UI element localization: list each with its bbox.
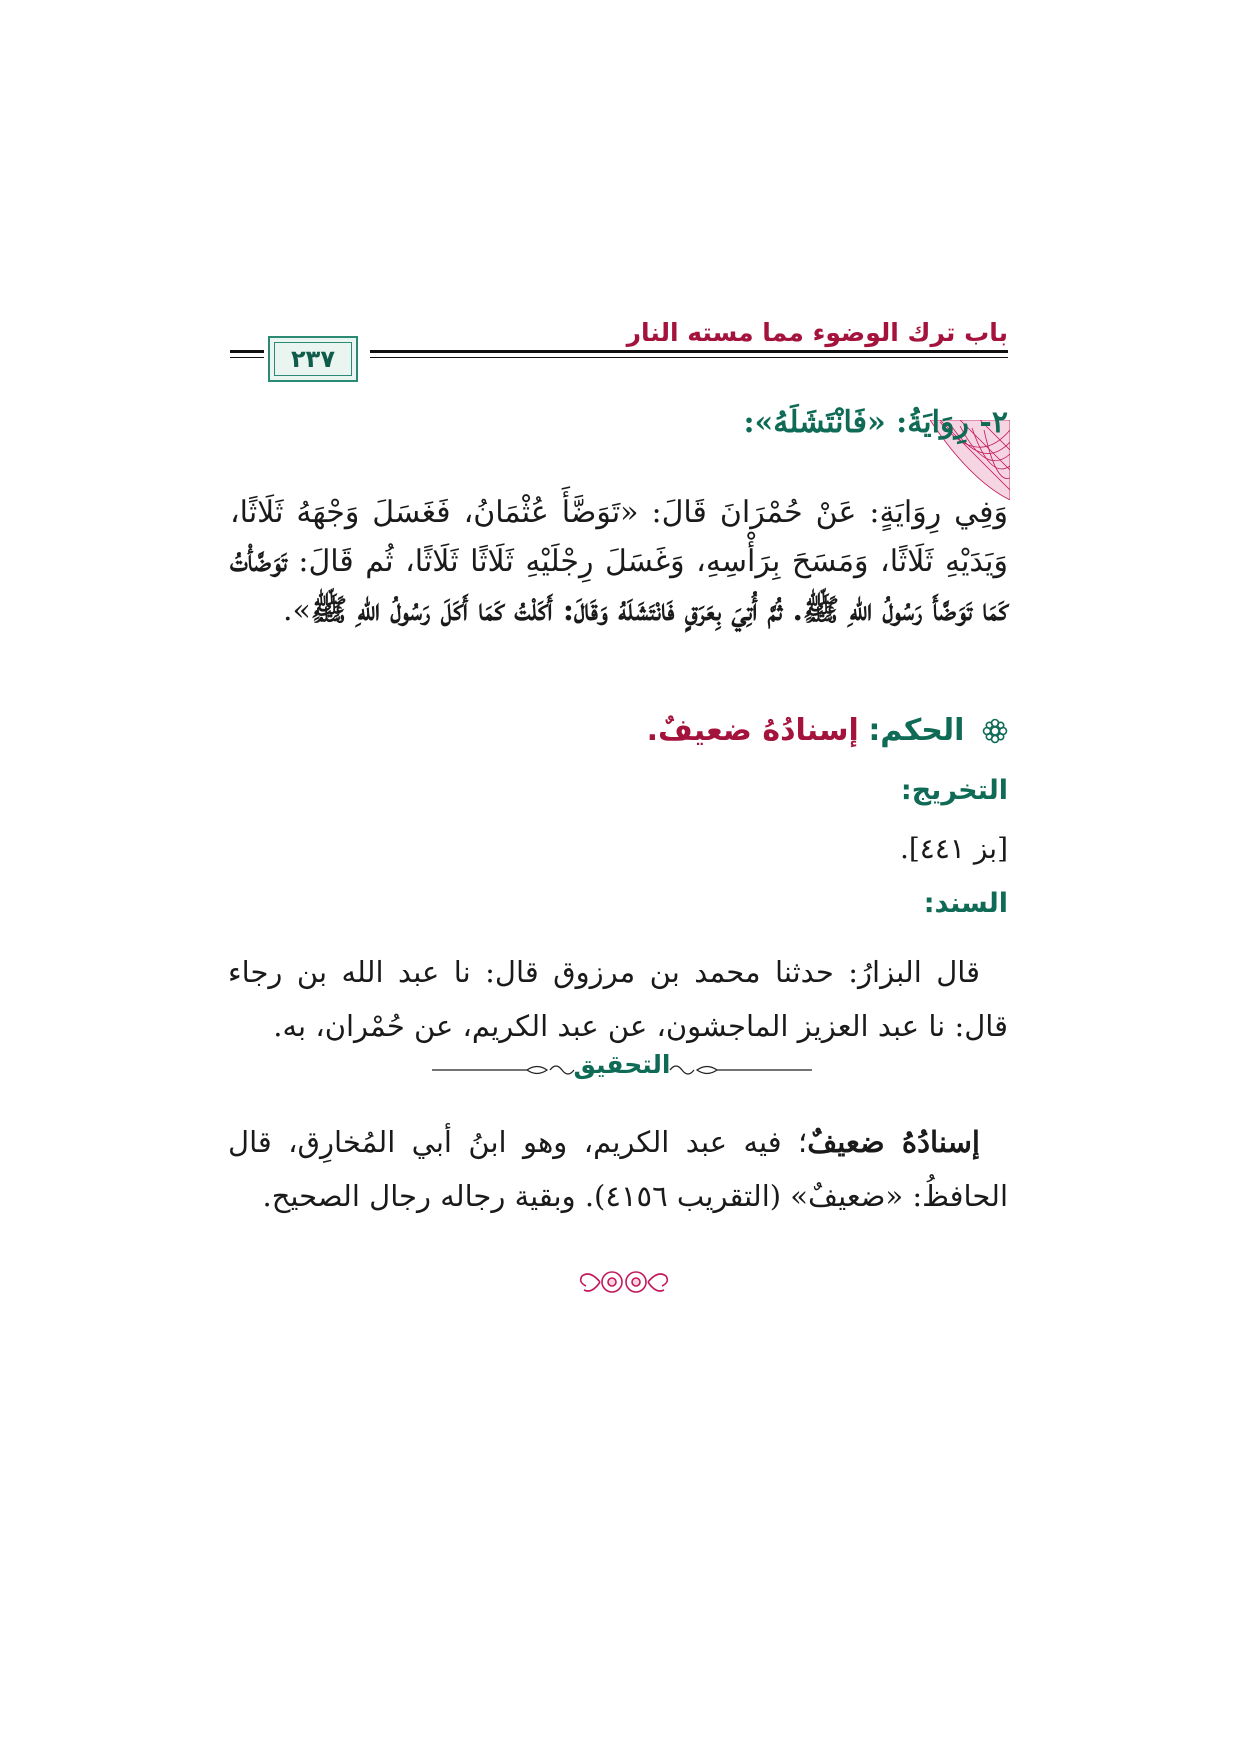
verdict-text: إسنادُهُ ضعيفٌ.	[646, 713, 859, 748]
header-rule-thin	[370, 357, 1008, 358]
running-head: باب ترك الوضوء مما مسته النار	[626, 318, 1008, 347]
takhrij-label: التخريج:	[900, 775, 1008, 806]
page-number-box	[268, 336, 358, 382]
tahqiq-divider	[432, 1050, 812, 1084]
takhrij-reference: [بز ٤٤١].	[899, 832, 1008, 865]
header-rule-thick	[370, 350, 1008, 353]
sanad-text: قال البزارُ: حدثنا محمد بن مرزوق قال: نا عبد الله بن رجاء قال: نا عبد العزيز الماجشون، عن عبد الكريم، عن حُمْران، به.	[228, 955, 1008, 1043]
hadith-text	[230, 488, 1008, 635]
section-title: ٢- رِوَايَةُ: «فَانْتَشَلَهُ»:	[743, 405, 1008, 440]
end-ornament-icon	[574, 1262, 674, 1302]
tahqiq-text	[228, 1115, 1008, 1223]
page-number: ٢٣٧	[291, 345, 335, 373]
tahqiq-label: التحقيق	[573, 1050, 671, 1079]
sanad-label: السند:	[923, 888, 1008, 919]
tahqiq-lead-bold: إسنادُهُ ضعيفٌ	[807, 1125, 980, 1159]
tahqiq-body: ؛ فيه عبد الكريم، وهو ابنُ أبي المُخارِق، قال الحافظُ: «ضعيفٌ» (التقريب ٤١٥٦). وبقية رجاله رجال الصحيح.	[228, 1125, 1008, 1213]
flower-icon	[982, 718, 1008, 744]
hadith-part-3: ».	[282, 593, 311, 628]
hadith-part-1: وَفِي رِوَايَةٍ: عَنْ حُمْرَانَ قَالَ: «تَوَضَّأَ عُثْمَانُ، فَغَسَلَ وَجْهَهُ ثَلَاثًا، وَيَدَيْهِ ثَلَاثًا، وَمَسَحَ بِرَأْسِهِ، وَغَسَلَ رِجْلَيْهِ ثَلَاثًا ثَلَاثًا، ثُم قَالَ:	[230, 495, 1008, 579]
verdict-line	[230, 713, 1008, 748]
header-rule-left-thick	[230, 350, 264, 353]
verdict-label: الحكم:	[868, 713, 965, 748]
header-rule-left-thin	[230, 357, 264, 358]
hadith-part-2-bold: تَوَضَّأْتُ كَمَا تَوَضَّأَ رَسُولُ اللهِ ﷺ. ثُمَّ أُتِيَ بِعَرَقٍ فَانْتَشَلَهُ وَقَالَ: أَكَلْتُ كَمَا أَكَلَ رَسُولُ اللهِ ﷺ	[230, 544, 1008, 628]
